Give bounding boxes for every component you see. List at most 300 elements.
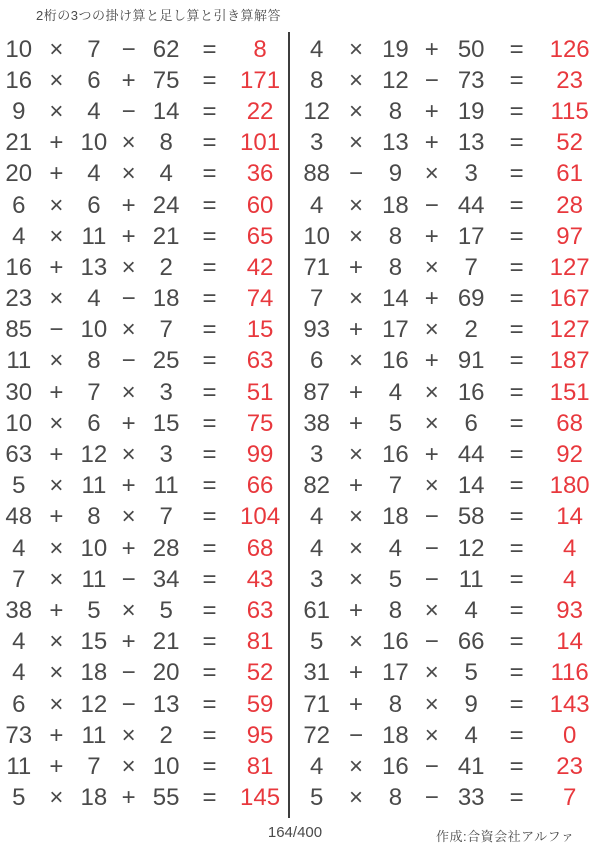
operand-2: 17 xyxy=(382,316,409,344)
answer: 14 xyxy=(556,628,583,656)
operand-3: 13 xyxy=(457,129,485,157)
operand-1: 10 xyxy=(303,222,331,250)
operand-2: 11 xyxy=(81,721,107,749)
equals-sign: = xyxy=(509,534,524,562)
page-indicator: 164/400 xyxy=(267,824,323,841)
equals-sign: = xyxy=(202,97,217,125)
operand-1: 4 xyxy=(310,534,324,562)
operator-2: × xyxy=(121,721,136,749)
equals-sign: = xyxy=(202,35,217,63)
equals-sign: = xyxy=(202,253,217,281)
operand-2: 13 xyxy=(80,253,108,281)
operator-2: + xyxy=(121,409,136,437)
operand-2: 8 xyxy=(87,503,101,531)
operator-2: − xyxy=(424,503,439,531)
operator-2: × xyxy=(121,253,136,281)
equals-sign: = xyxy=(202,409,217,437)
operand-3: 50 xyxy=(457,35,485,63)
credit-label: 作成:合資会社アルファ xyxy=(436,829,575,844)
answer: 65 xyxy=(246,222,274,250)
operator-2: × xyxy=(121,752,136,780)
operand-1: 71 xyxy=(303,690,331,718)
operand-3: 2 xyxy=(159,721,173,749)
operator-1: + xyxy=(349,690,364,718)
operand-1: 11 xyxy=(6,752,32,780)
operand-2: 4 xyxy=(388,378,403,406)
operand-3: 28 xyxy=(152,534,180,562)
operand-1: 63 xyxy=(5,441,33,469)
operand-2: 11 xyxy=(81,472,107,500)
operator-2: × xyxy=(424,472,439,500)
operand-3: 11 xyxy=(458,565,484,593)
equals-sign: = xyxy=(509,659,524,687)
operand-2: 16 xyxy=(382,441,409,469)
operator-1: × xyxy=(49,628,64,656)
answer: 61 xyxy=(556,160,583,188)
operand-1: 10 xyxy=(5,35,33,63)
equals-sign: = xyxy=(202,534,217,562)
operand-2: 17 xyxy=(382,659,409,687)
answer: 74 xyxy=(246,285,274,313)
operand-1: 5 xyxy=(12,472,26,500)
operand-2: 8 xyxy=(388,253,403,281)
operand-2: 6 xyxy=(87,66,101,94)
operand-1: 82 xyxy=(303,472,331,500)
operand-2: 8 xyxy=(388,784,403,812)
operand-3: 25 xyxy=(152,347,180,375)
operator-1: × xyxy=(349,35,364,63)
operator-1: × xyxy=(349,285,364,313)
operator-1: × xyxy=(49,97,64,125)
equals-sign: = xyxy=(202,129,217,157)
operand-1: 87 xyxy=(303,378,331,406)
equals-sign: = xyxy=(509,596,524,624)
operand-3: 44 xyxy=(457,441,485,469)
operand-3: 8 xyxy=(159,129,173,157)
equals-sign: = xyxy=(202,347,217,375)
operand-2: 14 xyxy=(382,285,409,313)
operand-3: 3 xyxy=(159,441,173,469)
operator-1: + xyxy=(49,160,64,188)
operand-2: 12 xyxy=(382,66,409,94)
operand-3: 4 xyxy=(464,721,478,749)
operand-1: 4 xyxy=(12,534,26,562)
operand-2: 19 xyxy=(382,35,409,63)
equals-sign: = xyxy=(202,659,217,687)
problems-column-left xyxy=(0,34,289,814)
operator-1: × xyxy=(349,441,364,469)
operator-2: × xyxy=(424,721,439,749)
equals-sign: = xyxy=(509,160,524,188)
operand-3: 4 xyxy=(159,160,173,188)
operand-3: 44 xyxy=(457,191,485,219)
operand-1: 71 xyxy=(303,253,331,281)
operand-2: 15 xyxy=(80,628,108,656)
operand-3: 41 xyxy=(457,752,485,780)
operand-3: 18 xyxy=(152,285,180,313)
operand-3: 12 xyxy=(457,534,485,562)
operand-3: 21 xyxy=(152,628,180,656)
operand-3: 20 xyxy=(152,659,180,687)
operand-1: 4 xyxy=(310,191,324,219)
operand-2: 18 xyxy=(382,503,409,531)
answer: 127 xyxy=(549,316,590,344)
equals-sign: = xyxy=(509,752,524,780)
answer: 167 xyxy=(549,285,590,313)
equals-sign: = xyxy=(202,378,217,406)
operand-1: 4 xyxy=(310,503,324,531)
operator-2: + xyxy=(121,66,136,94)
operand-1: 88 xyxy=(303,160,331,188)
answer: 126 xyxy=(549,35,590,63)
operator-1: × xyxy=(49,35,64,63)
operand-2: 4 xyxy=(87,285,101,313)
operand-1: 61 xyxy=(303,596,331,624)
operand-1: 3 xyxy=(310,565,324,593)
operand-3: 2 xyxy=(159,253,173,281)
operator-1: + xyxy=(349,253,364,281)
operator-1: + xyxy=(349,659,364,687)
operand-1: 9 xyxy=(12,97,26,125)
operator-1: × xyxy=(49,285,64,313)
answer: 43 xyxy=(246,565,274,593)
operator-2: + xyxy=(121,191,136,219)
operand-2: 7 xyxy=(388,472,403,500)
operator-1: × xyxy=(49,347,64,375)
column-divider xyxy=(288,32,290,818)
operator-2: + xyxy=(424,129,439,157)
operand-3: 7 xyxy=(159,503,173,531)
operator-1: × xyxy=(349,191,364,219)
operand-2: 6 xyxy=(87,409,101,437)
answer: 60 xyxy=(246,191,274,219)
operator-1: − xyxy=(349,160,364,188)
equals-sign: = xyxy=(202,160,217,188)
operand-2: 10 xyxy=(80,534,108,562)
operator-2: − xyxy=(424,66,439,94)
operand-2: 6 xyxy=(87,191,101,219)
operator-1: × xyxy=(349,534,364,562)
operand-2: 11 xyxy=(81,565,107,593)
answer: 127 xyxy=(549,253,590,281)
operand-3: 7 xyxy=(159,316,173,344)
operand-1: 7 xyxy=(310,285,324,313)
operand-2: 8 xyxy=(388,222,403,250)
answer: 95 xyxy=(246,721,274,749)
equals-sign: = xyxy=(509,628,524,656)
equals-sign: = xyxy=(509,565,524,593)
answer: 171 xyxy=(240,66,281,94)
operand-3: 6 xyxy=(464,409,478,437)
operand-3: 91 xyxy=(457,347,485,375)
operand-3: 15 xyxy=(152,409,180,437)
answer: 143 xyxy=(549,690,590,718)
operand-3: 33 xyxy=(457,784,485,812)
equals-sign: = xyxy=(202,690,217,718)
equals-sign: = xyxy=(202,66,217,94)
answer: 92 xyxy=(556,441,583,469)
operand-3: 21 xyxy=(152,222,180,250)
operand-2: 16 xyxy=(382,752,409,780)
operator-2: × xyxy=(121,378,136,406)
operator-1: × xyxy=(49,191,64,219)
equals-sign: = xyxy=(509,472,524,500)
answer: 116 xyxy=(550,659,589,687)
equals-sign: = xyxy=(202,191,217,219)
operator-1: × xyxy=(49,784,64,812)
operator-2: + xyxy=(424,285,439,313)
answer: 51 xyxy=(246,378,274,406)
operand-1: 4 xyxy=(12,628,26,656)
operator-2: × xyxy=(424,316,439,344)
operator-2: × xyxy=(424,690,439,718)
operator-1: + xyxy=(349,378,364,406)
operator-2: + xyxy=(424,441,439,469)
answer: 99 xyxy=(246,441,274,469)
answer: 180 xyxy=(549,472,590,500)
answer: 101 xyxy=(240,129,281,157)
answer: 8 xyxy=(253,35,267,63)
operator-2: + xyxy=(121,534,136,562)
equals-sign: = xyxy=(509,409,524,437)
operand-1: 6 xyxy=(12,690,26,718)
operand-2: 8 xyxy=(388,690,403,718)
operand-3: 62 xyxy=(152,35,180,63)
operator-2: − xyxy=(121,347,136,375)
answer: 63 xyxy=(246,596,274,624)
operator-2: + xyxy=(424,347,439,375)
operand-1: 3 xyxy=(310,129,324,157)
operand-1: 73 xyxy=(5,721,33,749)
operand-2: 8 xyxy=(388,97,403,125)
operator-1: × xyxy=(49,66,64,94)
operand-2: 16 xyxy=(382,347,409,375)
operator-1: × xyxy=(349,565,364,593)
operand-3: 55 xyxy=(152,784,180,812)
answer: 81 xyxy=(246,628,274,656)
operand-2: 4 xyxy=(388,534,403,562)
equals-sign: = xyxy=(202,596,217,624)
operator-2: × xyxy=(424,160,439,188)
operand-3: 3 xyxy=(159,378,173,406)
operand-1: 8 xyxy=(310,66,324,94)
answer: 151 xyxy=(549,378,590,406)
operand-1: 31 xyxy=(303,659,331,687)
operand-1: 21 xyxy=(5,129,33,157)
operand-2: 7 xyxy=(87,378,101,406)
operand-1: 72 xyxy=(303,721,331,749)
equals-sign: = xyxy=(202,441,217,469)
operand-2: 4 xyxy=(87,160,101,188)
operand-1: 4 xyxy=(12,222,26,250)
operand-2: 9 xyxy=(388,160,403,188)
operand-2: 16 xyxy=(382,628,409,656)
operand-2: 5 xyxy=(87,596,101,624)
operand-1: 5 xyxy=(310,628,324,656)
problems-column-right xyxy=(297,34,600,814)
operator-2: × xyxy=(121,441,136,469)
answer: 97 xyxy=(556,222,583,250)
operand-1: 6 xyxy=(12,191,26,219)
equals-sign: = xyxy=(202,503,217,531)
answer: 23 xyxy=(556,752,583,780)
operator-1: × xyxy=(49,222,64,250)
operator-2: − xyxy=(424,784,439,812)
operator-1: × xyxy=(349,347,364,375)
operand-2: 5 xyxy=(388,409,403,437)
operator-1: × xyxy=(349,129,364,157)
operand-3: 16 xyxy=(457,378,485,406)
operand-1: 6 xyxy=(310,347,324,375)
answer: 104 xyxy=(240,503,281,531)
operator-1: + xyxy=(349,409,364,437)
equals-sign: = xyxy=(509,441,524,469)
operator-2: − xyxy=(424,752,439,780)
operand-1: 7 xyxy=(12,565,26,593)
operand-3: 4 xyxy=(464,596,478,624)
equals-sign: = xyxy=(202,721,217,749)
operand-2: 18 xyxy=(382,191,409,219)
equals-sign: = xyxy=(509,191,524,219)
operator-1: − xyxy=(49,316,64,344)
equals-sign: = xyxy=(202,472,217,500)
answer: 75 xyxy=(246,409,274,437)
answer: 145 xyxy=(240,784,281,812)
operand-1: 48 xyxy=(5,503,33,531)
operand-3: 34 xyxy=(152,565,180,593)
operator-1: × xyxy=(49,659,64,687)
answer: 0 xyxy=(562,721,577,749)
operand-2: 18 xyxy=(80,659,108,687)
equals-sign: = xyxy=(202,222,217,250)
answer: 93 xyxy=(556,596,583,624)
operand-2: 12 xyxy=(80,441,108,469)
equals-sign: = xyxy=(509,784,524,812)
operator-1: × xyxy=(49,565,64,593)
equals-sign: = xyxy=(202,628,217,656)
operand-3: 75 xyxy=(152,66,180,94)
equals-sign: = xyxy=(509,378,524,406)
equals-sign: = xyxy=(509,690,524,718)
operator-1: × xyxy=(49,534,64,562)
operator-2: + xyxy=(121,628,136,656)
equals-sign: = xyxy=(202,565,217,593)
operator-1: × xyxy=(349,784,364,812)
operator-1: × xyxy=(349,752,364,780)
equals-sign: = xyxy=(202,285,217,313)
answer: 52 xyxy=(556,129,583,157)
operand-3: 58 xyxy=(457,503,485,531)
operand-3: 2 xyxy=(464,316,478,344)
operator-2: − xyxy=(121,97,136,125)
operand-1: 5 xyxy=(12,784,26,812)
operator-2: + xyxy=(424,35,439,63)
operand-2: 8 xyxy=(388,596,403,624)
operator-1: + xyxy=(349,316,364,344)
operator-2: × xyxy=(424,253,439,281)
operator-2: × xyxy=(121,160,136,188)
operand-1: 38 xyxy=(5,596,33,624)
problems-area xyxy=(0,34,600,814)
operator-2: × xyxy=(424,596,439,624)
operand-3: 7 xyxy=(464,253,478,281)
answer: 7 xyxy=(562,784,577,812)
operand-3: 5 xyxy=(464,659,478,687)
operand-1: 16 xyxy=(5,66,33,94)
operand-1: 23 xyxy=(5,285,33,313)
operator-1: × xyxy=(49,409,64,437)
operand-3: 69 xyxy=(457,285,485,313)
operator-2: − xyxy=(121,35,136,63)
operator-2: + xyxy=(121,222,136,250)
operand-2: 10 xyxy=(80,129,108,157)
operator-2: − xyxy=(121,565,136,593)
operator-1: + xyxy=(49,752,64,780)
operator-1: + xyxy=(349,596,364,624)
operator-2: × xyxy=(424,409,439,437)
operator-2: × xyxy=(121,596,136,624)
operand-1: 4 xyxy=(310,752,324,780)
operator-1: + xyxy=(49,441,64,469)
operand-3: 9 xyxy=(464,690,478,718)
operand-1: 12 xyxy=(303,97,331,125)
answer: 66 xyxy=(246,472,274,500)
answer: 15 xyxy=(246,316,274,344)
operator-2: × xyxy=(424,659,439,687)
equals-sign: = xyxy=(509,253,524,281)
operand-2: 7 xyxy=(87,752,101,780)
answer: 28 xyxy=(556,191,583,219)
operator-1: + xyxy=(49,253,64,281)
operator-2: − xyxy=(424,191,439,219)
operand-2: 7 xyxy=(87,35,101,63)
operator-1: + xyxy=(49,378,64,406)
operator-2: × xyxy=(121,503,136,531)
operand-1: 4 xyxy=(310,35,324,63)
operand-3: 73 xyxy=(457,66,485,94)
equals-sign: = xyxy=(509,97,524,125)
equals-sign: = xyxy=(509,285,524,313)
operator-2: − xyxy=(424,534,439,562)
operator-1: + xyxy=(49,503,64,531)
operand-1: 38 xyxy=(303,409,331,437)
operand-2: 8 xyxy=(87,347,101,375)
answer: 42 xyxy=(246,253,274,281)
operand-3: 66 xyxy=(457,628,485,656)
answer: 4 xyxy=(562,565,577,593)
operator-2: × xyxy=(121,316,136,344)
operator-1: + xyxy=(49,721,64,749)
operand-2: 18 xyxy=(382,721,409,749)
equals-sign: = xyxy=(202,752,217,780)
operator-2: − xyxy=(121,690,136,718)
operator-2: − xyxy=(424,628,439,656)
operand-2: 18 xyxy=(80,784,108,812)
operand-2: 12 xyxy=(80,690,108,718)
operand-1: 20 xyxy=(5,160,33,188)
answer: 81 xyxy=(246,752,274,780)
operator-1: + xyxy=(349,472,364,500)
equals-sign: = xyxy=(509,721,524,749)
operator-2: − xyxy=(121,659,136,687)
operand-1: 16 xyxy=(5,253,33,281)
equals-sign: = xyxy=(202,784,217,812)
operand-1: 4 xyxy=(12,659,26,687)
operand-2: 10 xyxy=(80,316,108,344)
operator-2: + xyxy=(121,472,136,500)
operand-1: 30 xyxy=(5,378,33,406)
answer: 68 xyxy=(246,534,274,562)
